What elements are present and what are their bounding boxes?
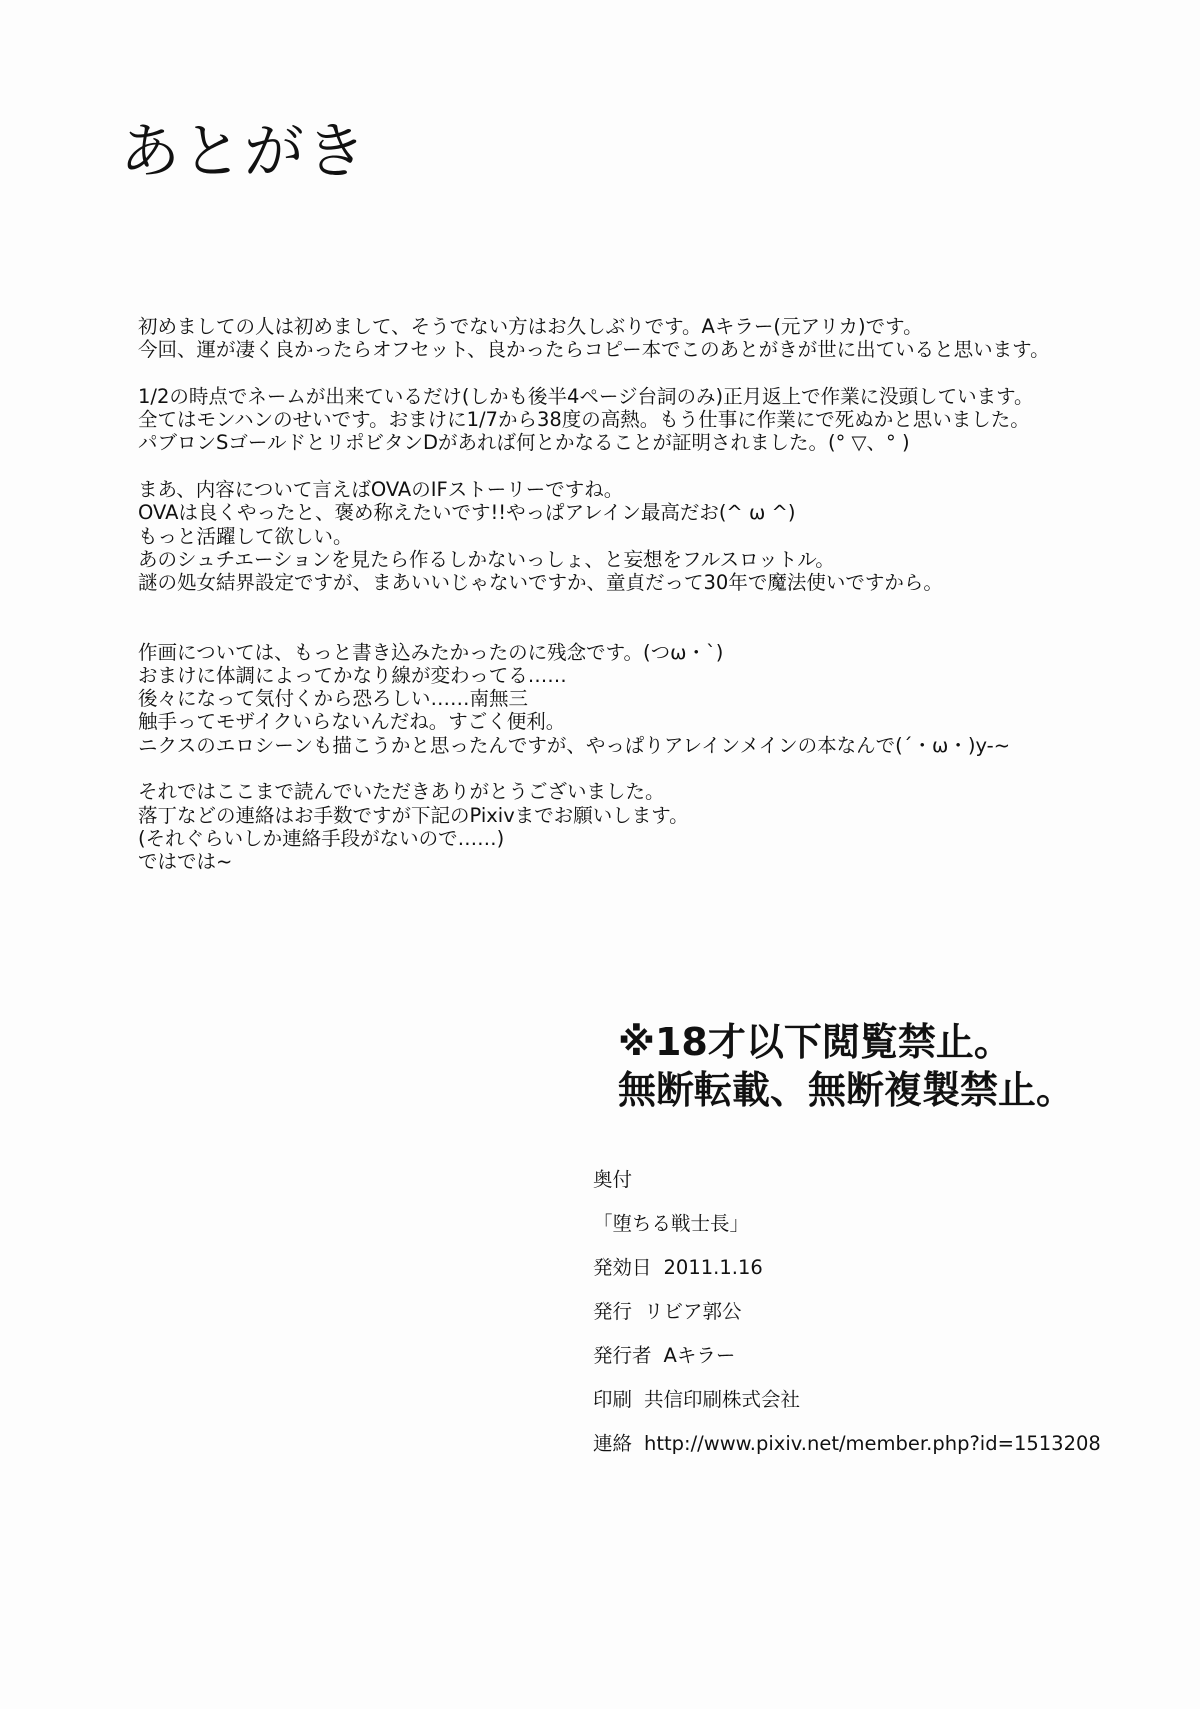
- text-line: ではでは~: [138, 850, 233, 874]
- paragraph-schedule: [138, 385, 1098, 455]
- warning-line-copy: 無断転載、無断複製禁止。: [618, 1068, 1075, 1112]
- text-line: 今回、運が凄く良かったらオフセット、良かったらコピー本でこのあとがきが世に出ていると思います。: [138, 338, 1050, 362]
- text-line: 初めましての人は初めまして、そうでない方はお久しぶりです。Aキラー(元アリカ)です。: [138, 315, 923, 338]
- text-line: パブロンSゴールドとリポビタンDがあれば何とかなることが証明されました。(° ▽、° ): [138, 431, 910, 455]
- text-line: 落丁などの連絡はお手数ですが下記のPixivまでお願いします。: [138, 803, 689, 827]
- colophon-row-printer: [593, 1388, 1101, 1432]
- colophon-value: リビア郭公: [644, 1300, 742, 1323]
- text-line: もっと活躍して欲しい。: [138, 524, 353, 548]
- text-line: 後々になって気付くから恐ろしい……南無三: [138, 687, 529, 711]
- colophon-row-contact: [593, 1432, 1101, 1476]
- text-line: まあ、内容について言えばOVAのIFストーリーですね。: [138, 478, 624, 502]
- text-line: 作画については、もっと書き込みたかったのに残念です。(つω・`): [138, 640, 724, 664]
- colophon-label: 発行者: [593, 1344, 652, 1367]
- text-line: それではここまで読んでいただきありがとうございました。: [138, 780, 665, 804]
- paragraph-closing: [138, 780, 1098, 873]
- text-line: (それぐらいしか連絡手段がないので……): [138, 826, 505, 850]
- warning-line-age: ※18才以下閲覧禁止。: [618, 1020, 1012, 1064]
- colophon-label: 印刷: [593, 1388, 633, 1411]
- paragraph-content: [138, 478, 1098, 594]
- colophon-book-title: 「堕ちる戦士長」: [593, 1212, 750, 1235]
- colophon-value: 2011.1.16: [663, 1256, 763, 1279]
- colophon-row-date: [593, 1256, 1101, 1300]
- text-line: おまけに体調によってかなり線が変わってる……: [138, 663, 567, 687]
- paragraph-greeting: [138, 315, 1098, 362]
- age-restriction-notice: [618, 1018, 1074, 1114]
- text-line: ニクスのエロシーンも描こうかと思ったんですが、やっぱりアレインメインの本なんで(´・ω・)y-~: [138, 733, 1011, 757]
- text-line: あのシュチエーションを見たら作るしかないっしょ、と妄想をフルスロットル。: [138, 547, 835, 571]
- colophon-row-issuer: [593, 1344, 1101, 1388]
- afterword-body: [138, 315, 1098, 897]
- colophon-label: 発行: [593, 1300, 633, 1323]
- contact-url: http://www.pixiv.net/member.php?id=1513208: [644, 1432, 1101, 1455]
- text-line: 触手ってモザイクいらないんだね。すごく便利。: [138, 710, 566, 734]
- colophon-value: Aキラー: [663, 1344, 736, 1367]
- paragraph-artwork: [138, 641, 1098, 757]
- colophon-label: 連絡: [593, 1432, 633, 1455]
- colophon-row-publisher: [593, 1300, 1101, 1344]
- colophon-label: 発効日: [593, 1256, 652, 1279]
- colophon-value: 共信印刷株式会社: [644, 1388, 801, 1411]
- colophon-heading: 奥付: [593, 1168, 633, 1191]
- colophon: [593, 1168, 1101, 1476]
- text-line: 1/2の時点でネームが出来ているだけ(しかも後半4ページ台詞のみ)正月返上で作業に没頭しています。: [138, 384, 1034, 408]
- page-title: あとがき: [120, 117, 368, 187]
- text-line: OVAは良くやったと、褒め称えたいです!!やっぱアレイン最高だお(^ ω ^): [138, 501, 796, 525]
- text-line: 全てはモンハンのせいです。おまけに1/7から38度の高熱。もう仕事に作業にで死ぬかと思いました。: [138, 408, 1030, 432]
- text-line: 謎の処女結界設定ですが、まあいいじゃないですか、童貞だって30年で魔法使いですから。: [138, 571, 943, 595]
